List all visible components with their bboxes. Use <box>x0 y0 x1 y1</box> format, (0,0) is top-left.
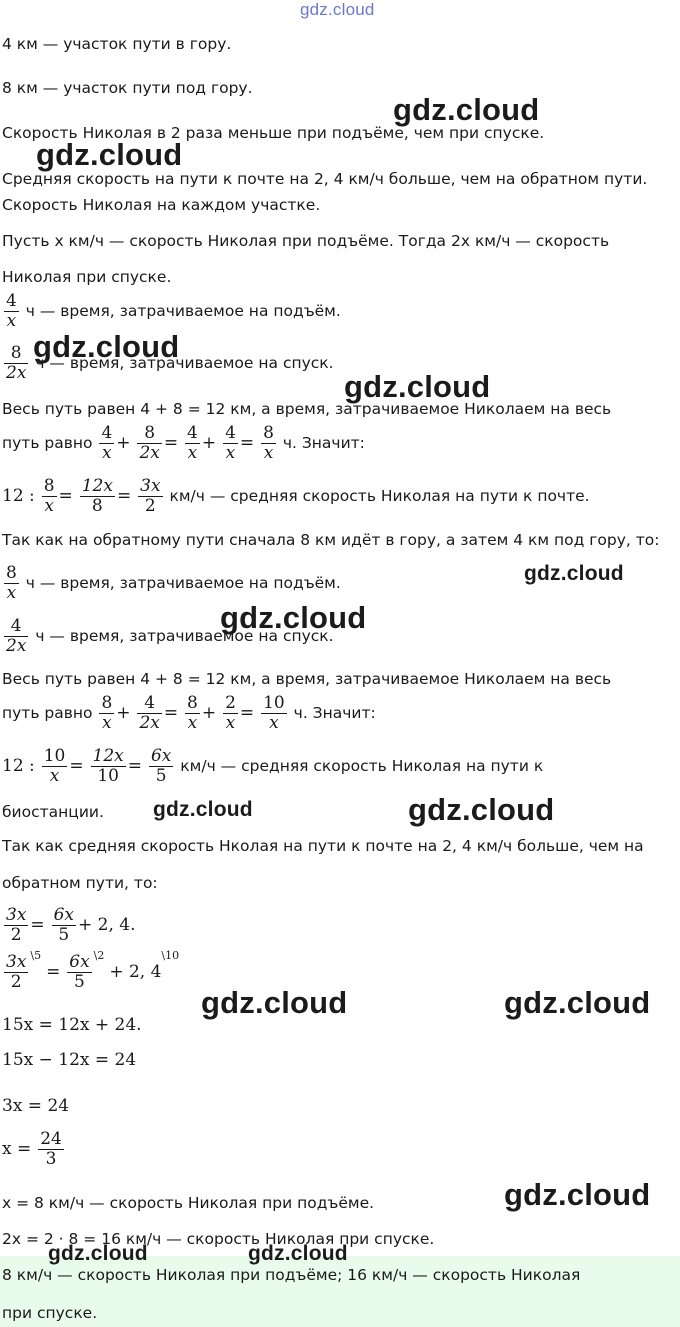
text-span: ч. Значит: <box>293 704 376 722</box>
text-line: биостанции. <box>2 803 104 821</box>
fraction-line: $\frac{4}{2x}$ ч — время, затрачиваемое на спуск. <box>6 616 334 656</box>
equation-line: 12 : $\frac{10}{x}$ = $\frac{12x}{10}$ = $\frac{6x}{5}$ км/ч — средняя скорость Николая на пути к <box>2 746 544 786</box>
text-span: ч — время, затрачиваемое на спуск. <box>35 627 334 645</box>
watermark-top: gdz.cloud <box>300 0 375 19</box>
equation-line: 3x = 24 <box>2 1096 70 1116</box>
text-span: x = <box>2 1139 32 1159</box>
text-line: Средняя скорость на пути к почте на 2, 4 км/ч больше, чем на обратном пути. <box>2 170 648 188</box>
watermark: gdz.cloud <box>393 92 540 127</box>
text-line: Пусть x км/ч — скорость Николая при подъёме. Тогда 2x км/ч — скорость <box>2 232 610 250</box>
text-line: Скорость Николая на каждом участке. <box>2 196 321 214</box>
watermark: gdz.cloud <box>524 562 624 585</box>
watermark: gdz.cloud <box>153 798 253 821</box>
watermark: gdz.cloud <box>504 985 651 1020</box>
text-span: ч — время, затрачиваемое на спуск. <box>35 354 334 372</box>
text-line: x = 8 км/ч — скорость Николая при подъёме. <box>2 1194 375 1212</box>
equation-line: путь равно $\frac{4}{x}$ + $\frac{8}{2x}$ = $\frac{4}{x}$ + $\frac{4}{x}$ = $\frac{8}{x}$ ч. Значит: <box>2 423 365 463</box>
watermark: gdz.cloud <box>201 985 348 1020</box>
text-span: ч. Значит: <box>282 434 365 452</box>
text-span: путь равно <box>2 704 93 722</box>
watermark: gdz.cloud <box>36 137 183 172</box>
text-line: 8 км — участок пути под гору. <box>2 79 253 97</box>
watermark: gdz.cloud <box>408 792 555 827</box>
text-line: Так как на обратному пути сначала 8 км идёт в гору, а затем 4 км под гору, то: <box>2 531 660 549</box>
text-span: ч — время, затрачиваемое на подъём. <box>25 302 341 320</box>
text-line: Весь путь равен 4 + 8 = 12 км, а время, затрачиваемое Николаем на весь <box>2 400 612 418</box>
equation-line: 15x = 12x + 24. <box>2 1015 142 1035</box>
answer-line: при спуске. <box>2 1304 98 1322</box>
watermark: gdz.cloud <box>48 1242 148 1265</box>
text-line: обратном пути, то: <box>2 874 158 892</box>
watermark: gdz.cloud <box>504 1177 651 1212</box>
fraction-line: $\frac{4}{x}$ ч — время, затрачиваемое на подъём. <box>6 291 341 331</box>
equation-line: 12 : $\frac{8}{x}$ = $\frac{12x}{8}$ = $\frac{3x}{2}$ км/ч — средняя скорость Николая на пути к почте. <box>2 476 590 516</box>
watermark: gdz.cloud <box>248 1242 348 1265</box>
equation-line: $\frac{3x}{2}$ = $\frac{6x}{5}$ + 2, 4. <box>6 905 136 945</box>
answer-line: 8 км/ч — скорость Николая при подъёме; 16 км/ч — скорость Николая <box>2 1266 581 1284</box>
text-line: 4 км — участок пути в гору. <box>2 35 232 53</box>
equation-line: путь равно $\frac{8}{x}$ + $\frac{4}{2x}$ = $\frac{8}{x}$ + $\frac{2}{x}$ = $\frac{10}{x}$ ч. Значит: <box>2 693 376 733</box>
text-line: Скорость Николая в 2 раза меньше при подъёме, чем при спуске. <box>2 124 545 142</box>
text-line: Николая при спуске. <box>2 268 172 286</box>
fraction-line: $\frac{8}{2x}$ ч — время, затрачиваемое на спуск. <box>6 343 334 383</box>
text-span: км/ч — средняя скорость Николая на пути к <box>180 757 544 775</box>
equation-line: $\frac{3x}{2}$ $^{\backslash 5}$ = $\frac{6x}{5}$ $^{\backslash 2}$ + 2, $4^{\backslash 10}$ <box>6 949 180 992</box>
text-span: ч — время, затрачиваемое на подъём. <box>25 574 341 592</box>
text-span: путь равно <box>2 434 93 452</box>
watermark: gdz.cloud <box>220 600 367 635</box>
text-line: Весь путь равен 4 + 8 = 12 км, а время, затрачиваемое Николаем на весь <box>2 670 612 688</box>
equation-line: 15x − 12x = 24 <box>2 1050 137 1070</box>
text-line: 2x = 2 · 8 = 16 км/ч — скорость Николая при спуске. <box>2 1230 435 1248</box>
watermark: gdz.cloud <box>344 369 491 404</box>
text-span: км/ч — средняя скорость Николая на пути к почте. <box>169 487 590 505</box>
watermark: gdz.cloud <box>33 329 180 364</box>
text-line: Так как средняя скорость Нколая на пути к почте на 2, 4 км/ч больше, чем на <box>2 837 644 855</box>
equation-line: x = $\frac{24}{3}$ <box>2 1129 62 1169</box>
fraction-line: $\frac{8}{x}$ ч — время, затрачиваемое на подъём. <box>6 563 341 603</box>
